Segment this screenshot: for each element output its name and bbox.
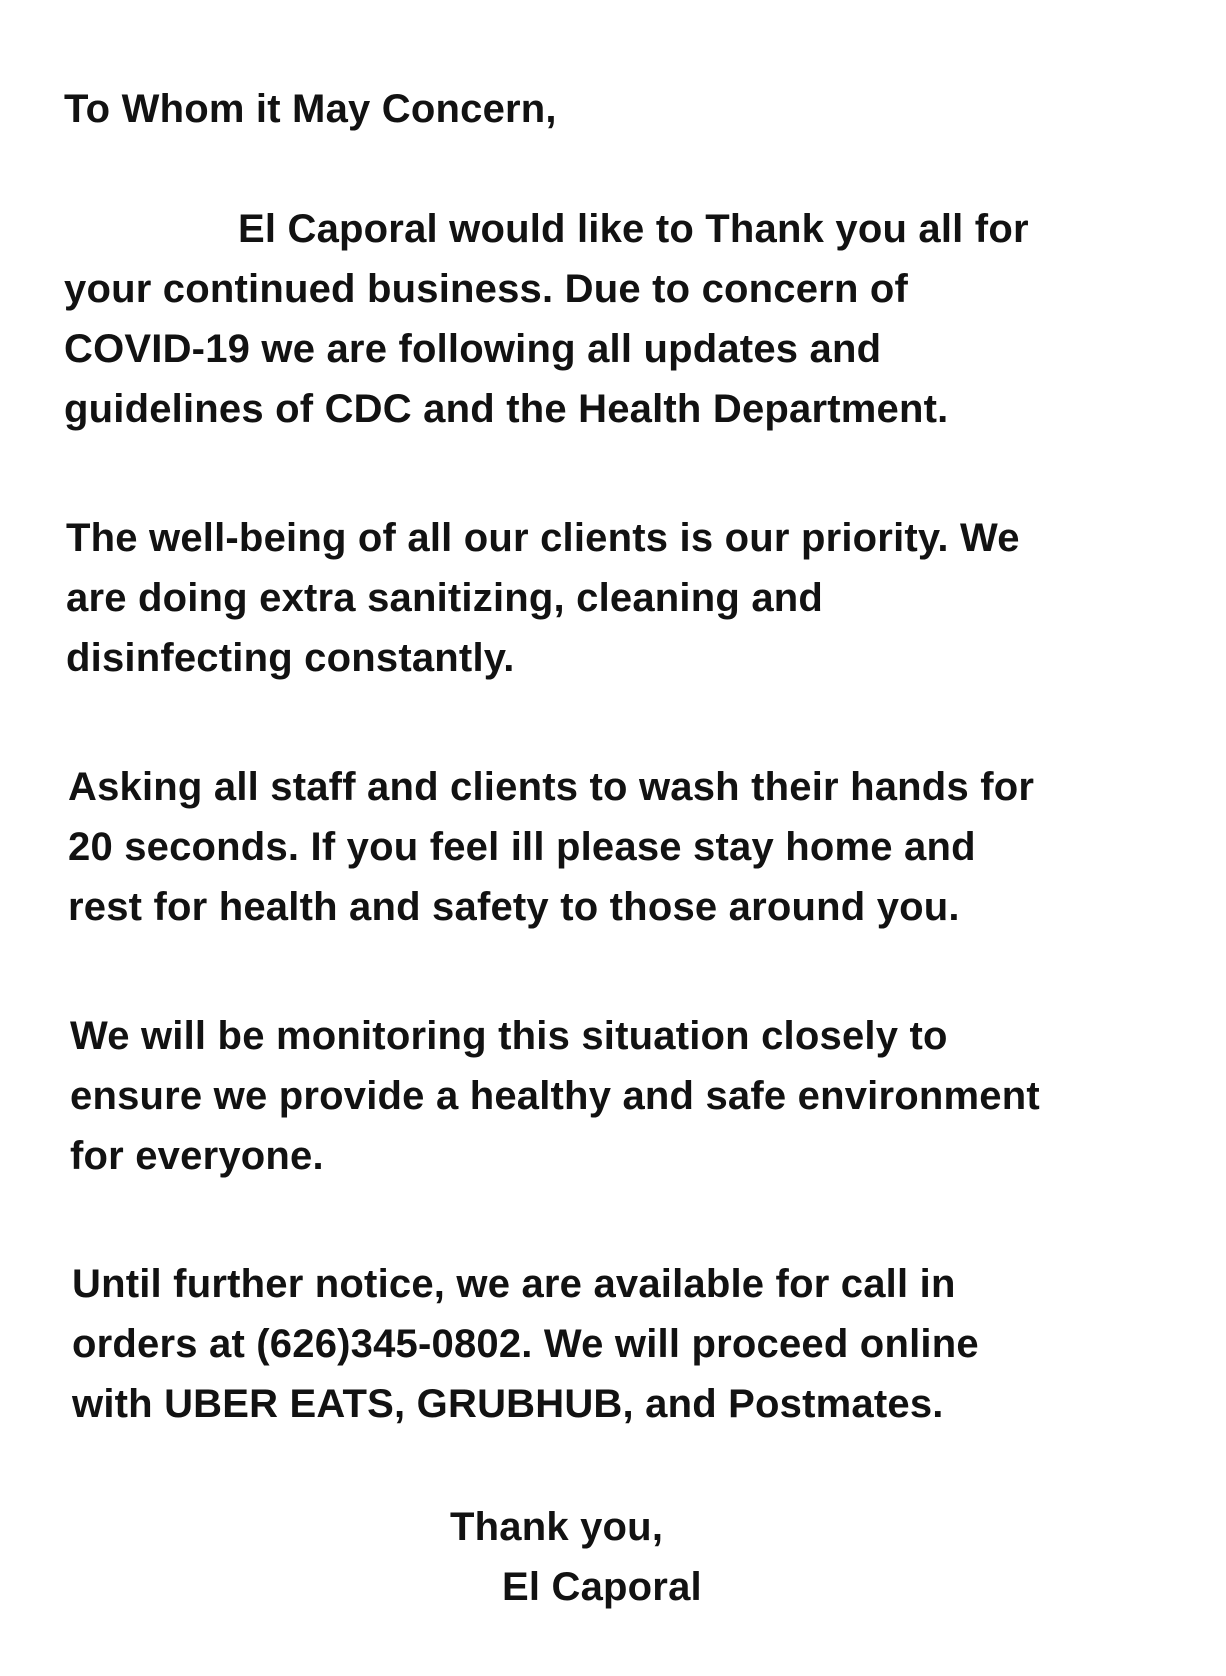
paragraph-1-line-4: guidelines of CDC and the Health Department. [64,387,949,431]
paragraph-4-line-2: ensure we provide a healthy and safe environment [70,1074,1040,1118]
paragraph-4-line-1: We will be monitoring this situation closely to [70,1014,948,1058]
paragraph-1-line-1: El Caporal would like to Thank you all for [238,207,1029,251]
paragraph-5-line-3: with UBER EATS, GRUBHUB, and Postmates. [72,1382,944,1426]
paragraph-3-line-1: Asking all staff and clients to wash their hands for [68,765,1035,809]
closing: Thank you, [450,1505,664,1549]
salutation: To Whom it May Concern, [64,87,557,131]
paragraph-4-line-3: for everyone. [70,1134,324,1178]
paragraph-2-line-1: The well-being of all our clients is our priority. We [66,516,1020,560]
signature: El Caporal [502,1565,702,1609]
paragraph-3-line-3: rest for health and safety to those around you. [68,885,960,929]
paragraph-3-line-2: 20 seconds. If you feel ill please stay home and [68,825,976,869]
paragraph-2-line-2: are doing extra sanitizing, cleaning and [66,576,824,620]
paragraph-1-line-2: your continued business. Due to concern of [64,267,909,311]
paragraph-5-line-1: Until further notice, we are available for call in [72,1262,956,1306]
paragraph-5-line-2: orders at (626)345-0802. We will proceed online [72,1322,979,1366]
paragraph-2-line-3: disinfecting constantly. [66,636,515,680]
paragraph-1-line-3: COVID-19 we are following all updates and [64,327,882,371]
